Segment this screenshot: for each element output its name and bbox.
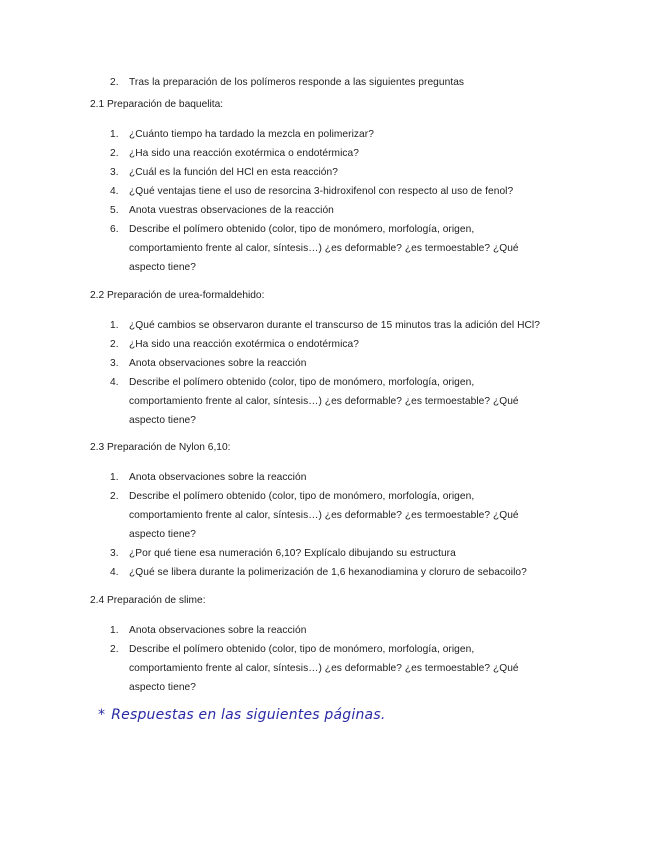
item-number: 6. — [110, 224, 119, 235]
item-text-line: ¿Cuál es la función del HCl en esta reacción? — [129, 166, 338, 178]
item-text-line: Describe el polímero obtenido (color, tipo de monómero, morfología, origen, — [129, 376, 475, 388]
note-text: Respuestas en las siguientes páginas. — [111, 707, 386, 723]
item-text-line: ¿Ha sido una reacción exotérmica o endotérmica? — [129, 147, 359, 159]
item-number: 2. — [110, 643, 119, 655]
item-text-line: Describe el polímero obtenido (color, tipo de monómero, morfología, origen, — [129, 490, 475, 502]
section-title: 2.3 Preparación de Nylon 6,10: — [90, 442, 231, 453]
section-title: 2.4 Preparación de slime: — [90, 595, 206, 606]
item-number: 4. — [110, 185, 119, 197]
item-number: 1. — [110, 471, 119, 483]
item-text-line: Describe el polímero obtenido (color, tipo de monómero, morfología, origen, — [129, 224, 475, 235]
item-number: 3. — [110, 547, 119, 559]
handwritten-note — [98, 707, 385, 723]
item-text: Tras la preparación de los polímeros responde a las siguientes preguntas — [129, 77, 465, 88]
item-number: 2. — [110, 77, 119, 88]
asterisk-mark: * — [98, 707, 106, 723]
item-number: 2. — [110, 147, 119, 159]
item-text-line: comportamiento frente al calor, síntesis…) ¿es deformable? ¿es termoestable? ¿Qué — [129, 243, 519, 255]
item-number: 2. — [110, 490, 119, 502]
item-text-line: aspecto tiene? — [129, 528, 196, 540]
item-text-line: Anota observaciones sobre la reacción — [129, 624, 307, 636]
item-text-line: aspecto tiene? — [129, 262, 196, 274]
item-text-line: Anota vuestras observaciones de la reacción — [129, 204, 334, 216]
item-number: 3. — [110, 166, 119, 178]
item-text-line: ¿Por qué tiene esa numeración 6,10? Explícalo dibujando su estructura — [129, 547, 456, 559]
section-title: 2.1 Preparación de baquelita: — [90, 99, 224, 110]
item-number: 2. — [110, 338, 119, 350]
item-text-line: ¿Ha sido una reacción exotérmica o endotérmica? — [129, 338, 359, 350]
item-text-line: ¿Qué ventajas tiene el uso de resorcina 3-hidroxifenol con respecto al uso de fenol? — [129, 185, 514, 197]
item-text-line: comportamiento frente al calor, síntesis…) ¿es deformable? ¿es termoestable? ¿Qué — [129, 509, 519, 521]
item-number: 3. — [110, 357, 119, 369]
item-text-line: aspecto tiene? — [129, 414, 196, 426]
item-number: 5. — [110, 204, 119, 216]
item-text-line: comportamiento frente al calor, síntesis…) ¿es deformable? ¿es termoestable? ¿Qué — [129, 662, 519, 674]
item-number: 4. — [110, 567, 119, 578]
item-number: 1. — [110, 624, 119, 636]
item-text-line: aspecto tiene? — [129, 681, 196, 693]
item-text-line: ¿Cuánto tiempo ha tardado la mezcla en polimerizar? — [129, 128, 374, 140]
item-number: 1. — [110, 128, 119, 140]
item-text-line: ¿Qué se libera durante la polimerización de 1,6 hexanodiamina y cloruro de sebacoilo? — [129, 567, 527, 578]
item-number: 4. — [110, 376, 119, 388]
item-text-line: Anota observaciones sobre la reacción — [129, 471, 307, 483]
item-text-line: Anota observaciones sobre la reacción — [129, 357, 307, 369]
item-text-line: Describe el polímero obtenido (color, tipo de monómero, morfología, origen, — [129, 643, 475, 655]
item-text-line: comportamiento frente al calor, síntesis…) ¿es deformable? ¿es termoestable? ¿Qué — [129, 395, 519, 407]
item-number: 1. — [110, 319, 119, 331]
item-text-line: ¿Qué cambios se observaron durante el transcurso de 15 minutos tras la adición del HCl? — [129, 319, 540, 331]
section-title: 2.2 Preparación de urea-formaldehido: — [90, 290, 265, 301]
